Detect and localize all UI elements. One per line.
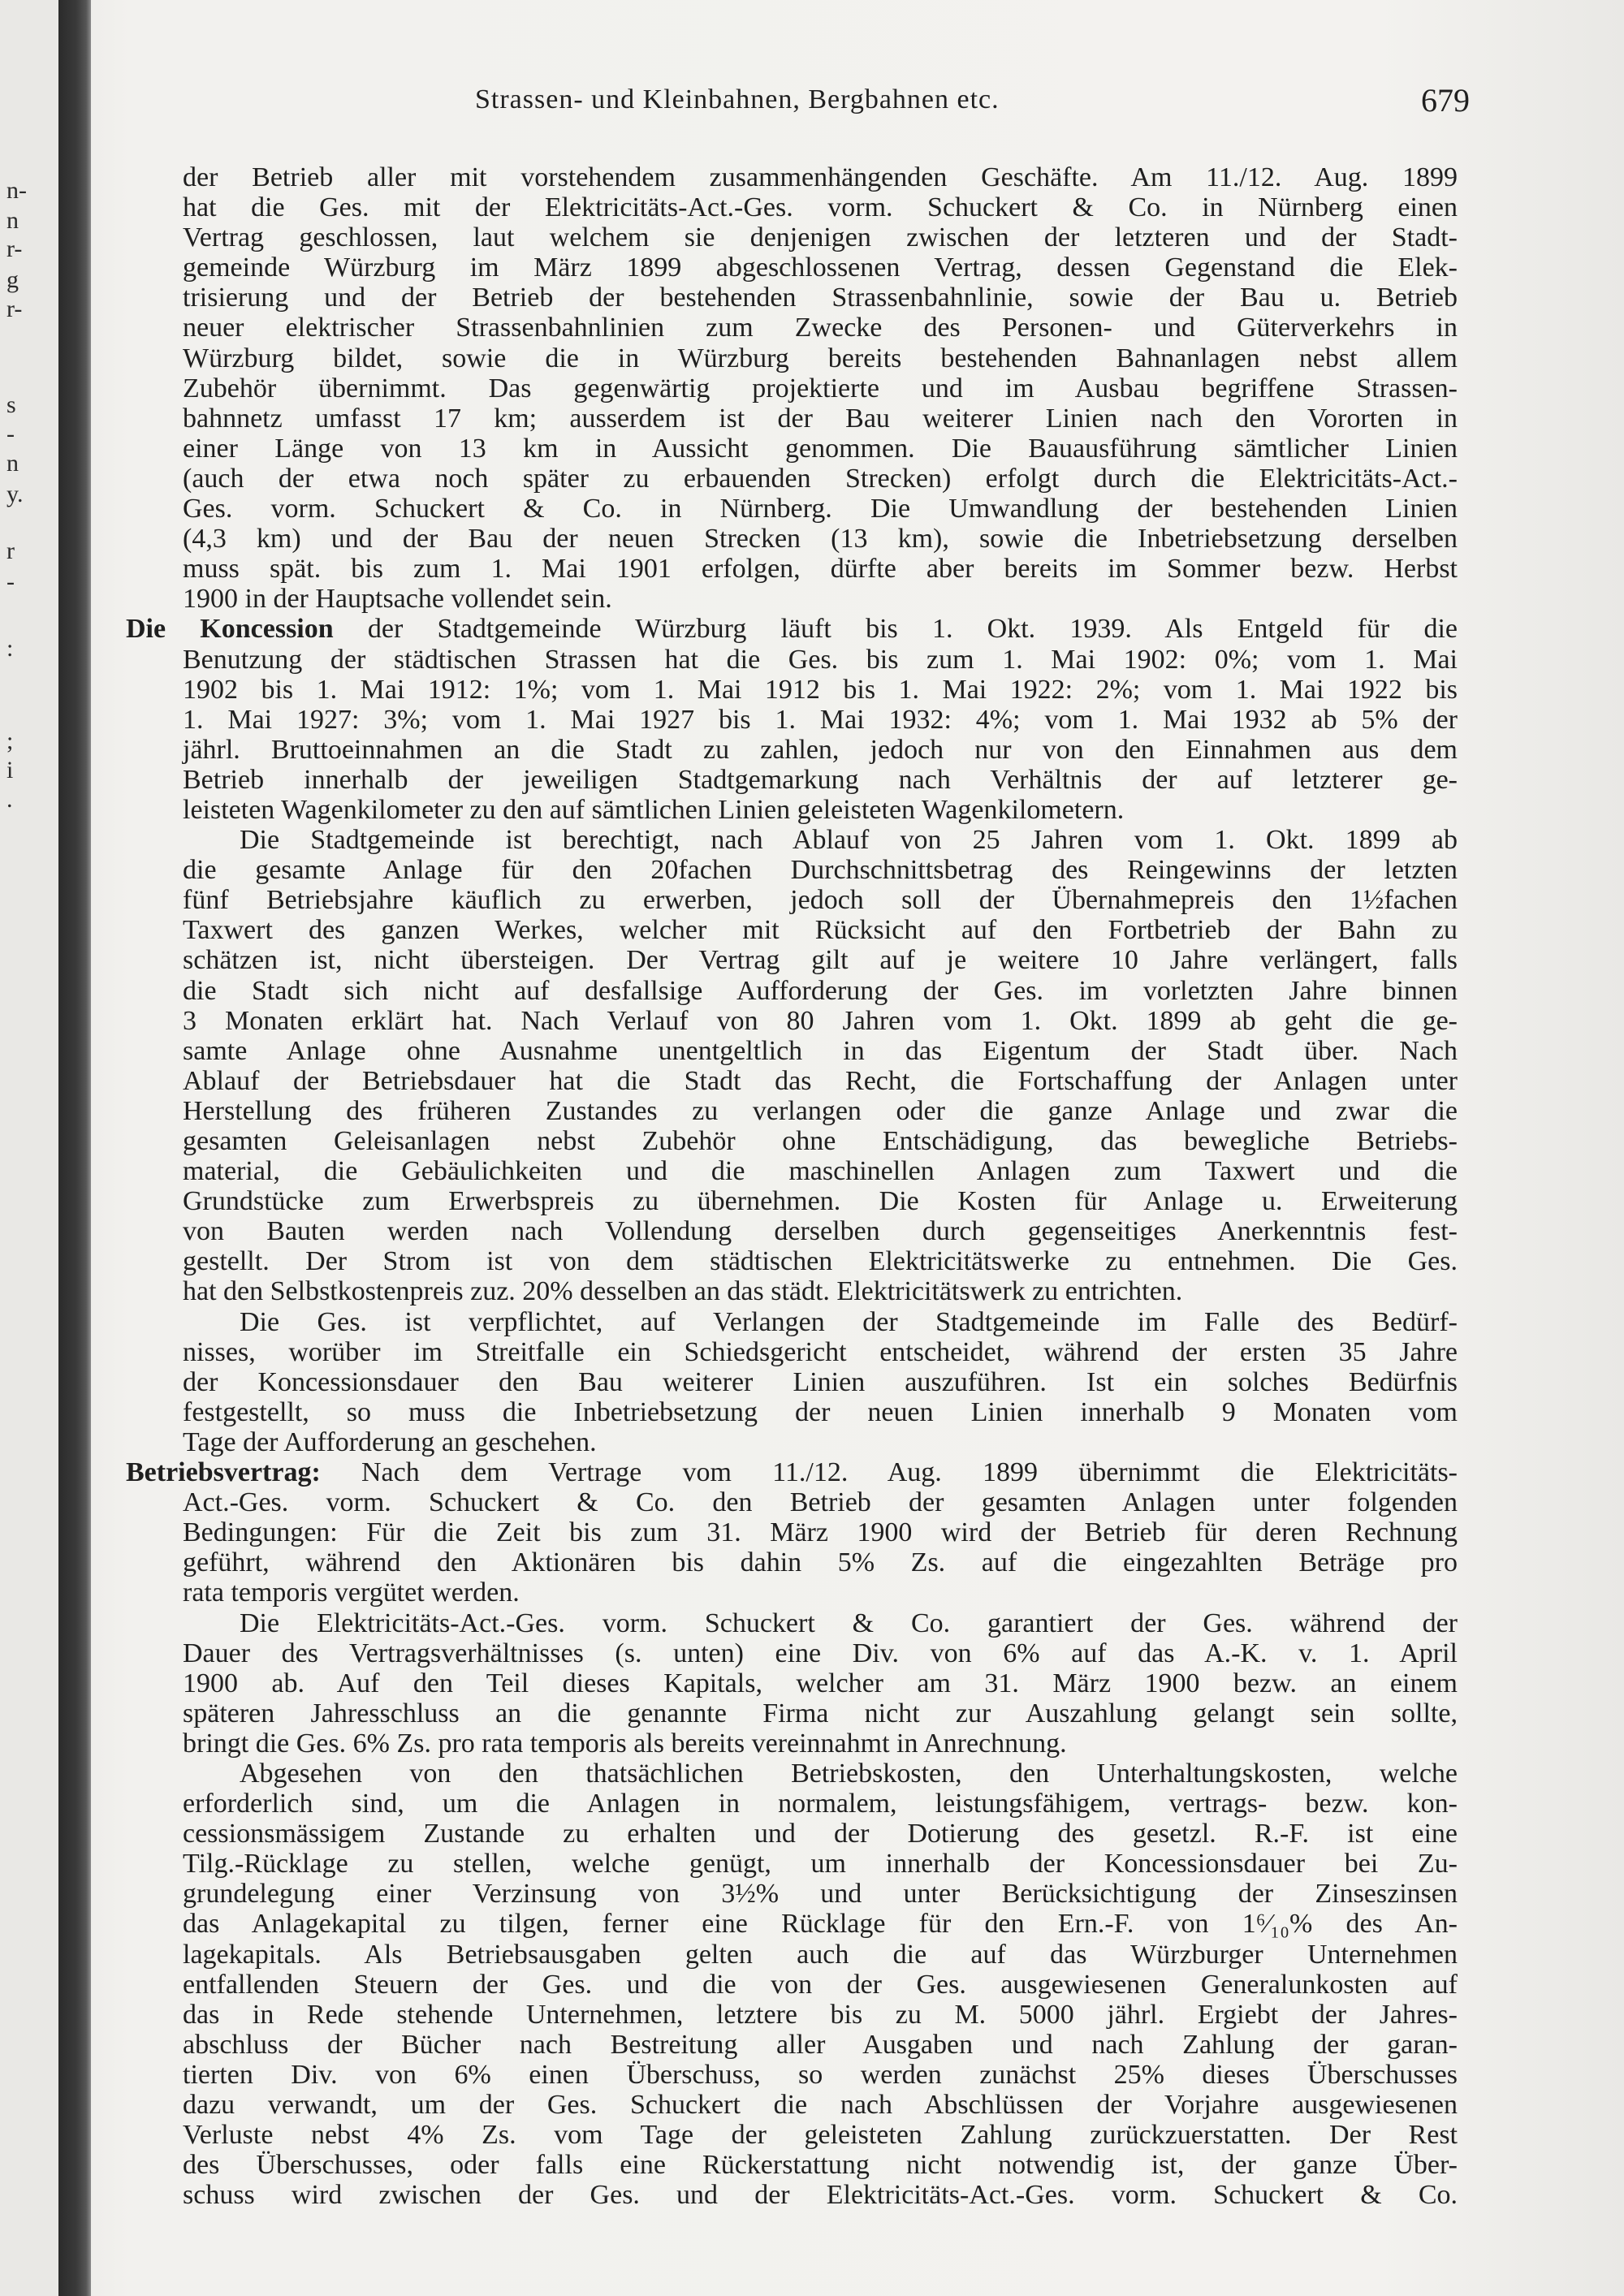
text-line — [183, 1728, 1458, 1759]
text-line — [183, 1577, 1458, 1608]
text-line — [183, 2060, 1458, 2090]
line-text: das Anlagekapital zu tilgen, ferner eine Rücklage für den Ern.-F. von 1⁶⁄₁₀% des An- — [183, 1909, 1458, 1940]
line-text: trisierung und der Betrieb der bestehenden Strassenbahnlinie, sowie der Bau u. Betrieb — [183, 283, 1458, 313]
line-text: samte Anlage ohne Ausnahme unentgeltlich in das Eigentum der Stadt über. Nach — [183, 1035, 1458, 1066]
line-text: Benutzung der städtischen Strassen hat die Ges. bis zum 1. Mai 1902: 0%; vom 1. Mai — [183, 644, 1458, 675]
text-line — [183, 976, 1458, 1006]
text-line — [183, 1066, 1458, 1096]
line-text: schätzen ist, nicht übersteigen. Der Vertrag gilt auf je weitere 10 Jahre verlängert, falls — [183, 945, 1458, 976]
text-line — [183, 1186, 1458, 1216]
text-line — [183, 885, 1458, 915]
text-line — [183, 2150, 1458, 2180]
text-line — [183, 1608, 1458, 1638]
margin-fragment: g — [6, 266, 19, 293]
text-line — [183, 1517, 1458, 1547]
line-text: Zubehör übernimmt. Das gegenwärtig projektierte und im Ausbau begriffene Strassen- — [183, 373, 1458, 404]
line-text: einer Länge von 13 km in Aussicht genommen. Die Bauausführung sämtlicher Linien — [183, 433, 1458, 464]
text-line — [183, 434, 1458, 464]
line-text: bahnnetz umfasst 17 km; ausserdem ist der Bau weiterer Linien nach den Vororten in — [183, 403, 1458, 434]
line-text: lagekapitals. Als Betriebsausgaben gelten auch die auf das Würzburger Unternehmen — [183, 1939, 1458, 1970]
text-line — [183, 855, 1458, 885]
margin-fragment: r- — [6, 296, 23, 322]
line-text: Würzburg bildet, sowie die in Würzburg bereits bestehenden Bahnanlagen nebst allem — [183, 343, 1458, 373]
line-text: des Überschusses, oder falls eine Rückerstattung nicht notwendig ist, der ganze Über- — [183, 2150, 1458, 2181]
line-text: festgestellt, so muss die Inbetriebsetzung der neuen Linien innerhalb 9 Monaten vom — [183, 1396, 1458, 1427]
text-line — [183, 404, 1458, 434]
margin-fragment: y. — [6, 481, 24, 507]
line-text: material, die Gebäulichkeiten und die maschinellen Anlagen zum Taxwert und die — [183, 1156, 1458, 1187]
book-binding-shadow — [58, 0, 91, 2296]
text-line — [183, 192, 1458, 222]
text-line — [183, 2090, 1458, 2120]
line-text: entfallenden Steuern der Ges. und die von der Ges. ausgewiesenen Generalunkosten auf — [183, 1969, 1458, 2000]
text-line — [183, 1276, 1458, 1306]
text-line — [183, 1397, 1458, 1427]
line-text: Abgesehen von den thatsächlichen Betriebskosten, den Unterhaltungskosten, welche — [240, 1758, 1458, 1789]
line-text: Tage der Aufforderung an geschehen. — [183, 1426, 597, 1457]
line-text: neuer elektrischer Strassenbahnlinien zum Zwecke des Personen- und Güterverkehrs in — [183, 313, 1458, 343]
text-line — [183, 765, 1458, 795]
previous-page-fragments — [0, 0, 58, 2296]
line-text: dazu verwandt, um der Ges. Schuckert die nach Abschlüssen der Vorjahre ausgewiesenen — [183, 2090, 1458, 2120]
line-text: geführt, während den Aktionären bis dahin 5% Zs. auf die eingezahlten Beträge pro — [183, 1547, 1458, 1578]
text-line — [183, 222, 1458, 252]
line-text: hat die Ges. mit der Elektricitäts-Act.-Ges. vorm. Schuckert & Co. in Nürnberg einen — [183, 192, 1458, 223]
text-line — [183, 1638, 1458, 1668]
line-text: abschluss der Bücher nach Bestreitung aller Ausgaben und nach Zahlung der garan- — [183, 2029, 1458, 2060]
text-line — [183, 825, 1458, 855]
line-text: schuss wird zwischen der Ges. und der Elektricitäts-Act.-Ges. vorm. Schuckert & Co. — [183, 2180, 1458, 2211]
text-line — [183, 2120, 1458, 2150]
margin-fragment: s — [6, 391, 16, 418]
text-line — [183, 1789, 1458, 1819]
text-line — [183, 1096, 1458, 1126]
margin-fragment: r — [6, 537, 15, 564]
text-line — [183, 1940, 1458, 1970]
text-line — [183, 524, 1458, 554]
text-line — [183, 2180, 1458, 2210]
line-text: erforderlich sind, um die Anlagen in normalem, leistungsfähigem, vertrags- bezw. kon- — [183, 1789, 1458, 1819]
text-line — [183, 1156, 1458, 1186]
text-line — [183, 343, 1458, 373]
text-line — [183, 1126, 1458, 1156]
line-text: das in Rede stehende Unternehmen, letztere bis zu M. 5000 jährl. Ergiebt der Jahres- — [183, 1999, 1458, 2030]
text-line — [183, 1216, 1458, 1246]
text-line — [183, 464, 1458, 494]
running-title: Strassen- und Kleinbahnen, Bergbahnen etc. — [475, 84, 1000, 114]
text-line — [183, 1879, 1458, 1909]
text-line — [183, 1819, 1458, 1849]
text-line — [183, 705, 1458, 735]
text-line — [183, 494, 1458, 524]
line-text: grundelegung einer Verzinsung von 3½% und unter Berücksichtigung der Zinseszinsen — [183, 1879, 1458, 1910]
margin-fragment: - — [6, 568, 15, 595]
text-line — [183, 584, 1458, 614]
text-line — [183, 1970, 1458, 2000]
page-number: 679 — [1421, 82, 1470, 119]
text-line — [183, 645, 1458, 675]
text-line — [183, 915, 1458, 945]
text-line — [183, 252, 1458, 283]
line-text: 1. Mai 1927: 3%; vom 1. Mai 1927 bis 1. Mai 1932: 4%; vom 1. Mai 1932 ab 5% der — [183, 704, 1458, 735]
text-line — [183, 1909, 1458, 1939]
line-text: Herstellung des früheren Zustandes zu verlangen oder die ganze Anlage und zwar die — [183, 1095, 1458, 1126]
line-text: (4,3 km) und der Bau der neuen Strecken (13 km), sowie die Inbetriebsetzung derselben — [183, 524, 1458, 555]
line-text: 1900 ab. Auf den Teil dieses Kapitals, welcher am 31. März 1900 bezw. an einem — [183, 1668, 1458, 1698]
text-line — [183, 1367, 1458, 1397]
text-line — [183, 554, 1458, 584]
line-text: bringt die Ges. 6% Zs. pro rata temporis als bereits vereinnahmt in Anrechnung. — [183, 1728, 1067, 1759]
section-keyword: Betriebsvertrag: — [126, 1457, 321, 1488]
text-line — [183, 2000, 1458, 2030]
line-text: Ablauf der Betriebsdauer hat die Stadt das Recht, die Fortschaffung der Anlagen unter — [183, 1065, 1458, 1096]
text-line — [183, 1246, 1458, 1276]
line-text: Vertrag geschlossen, laut welchem sie denjenigen zwischen der letzteren und der Stadt- — [183, 222, 1458, 253]
line-text: rata temporis vergütet werden. — [183, 1577, 520, 1608]
text-line — [183, 1487, 1458, 1517]
text-line — [183, 2030, 1458, 2060]
line-text: Die Elektricitäts-Act.-Ges. vorm. Schuckert & Co. garantiert der Ges. während der — [240, 1608, 1458, 1638]
line-text: Act.-Ges. vorm. Schuckert & Co. den Betrieb der gesamten Anlagen unter folgenden — [183, 1487, 1458, 1518]
text-line — [183, 1668, 1458, 1698]
line-text: hat den Selbstkostenpreis zuz. 20% desselben an das städt. Elektricitätswerk zu entrichten. — [183, 1276, 1183, 1307]
margin-fragment: ; — [6, 727, 14, 754]
text-line — [183, 1547, 1458, 1577]
line-text: 3 Monaten erklärt hat. Nach Verlauf von 80 Jahren vom 1. Okt. 1899 ab geht die ge- — [183, 1005, 1458, 1036]
line-text: gesamten Geleisanlagen nebst Zubehör ohne Entschädigung, das bewegliche Betriebs- — [183, 1126, 1458, 1156]
line-text: jährl. Bruttoeinnahmen an die Stadt zu zahlen, jedoch nur von den Einnahmen aus dem — [183, 734, 1458, 765]
line-text: Die Stadtgemeinde ist berechtigt, nach Ablauf von 25 Jahren vom 1. Okt. 1899 ab — [240, 825, 1458, 856]
line-text: Betrieb innerhalb der jeweiligen Stadtgemarkung nach Verhältnis der auf letzterer ge- — [183, 764, 1458, 795]
margin-fragment: n- — [6, 177, 27, 204]
text-line — [183, 283, 1458, 313]
line-text: der Koncessionsdauer den Bau weiterer Linien auszuführen. Ist ein solches Bedürfnis — [183, 1366, 1458, 1397]
line-text: Bedingungen: Für die Zeit bis zum 31. März 1900 wird der Betrieb für deren Rechnung — [183, 1517, 1458, 1548]
text-line — [183, 1337, 1458, 1367]
text-line — [183, 1849, 1458, 1879]
line-text: Ges. vorm. Schuckert & Co. in Nürnberg. Die Umwandlung der bestehenden Linien — [183, 494, 1458, 524]
line-text: fünf Betriebsjahre käuflich zu erwerben, jedoch soll der Übernahmepreis den 1½fachen — [183, 885, 1458, 916]
text-line — [183, 1427, 1458, 1457]
text-line — [183, 1307, 1458, 1337]
margin-fragment: - — [6, 421, 15, 447]
line-text: die Stadt sich nicht auf desfallsige Aufforderung der Ges. im vorletzten Jahre binnen — [183, 975, 1458, 1006]
line-text: Nach dem Vertrage vom 11./12. Aug. 1899 übernimmt die Elektricitäts- — [320, 1457, 1458, 1488]
line-text: cessionsmässigem Zustande zu erhalten und der Dotierung des gesetzl. R.-F. ist eine — [183, 1819, 1458, 1849]
text-line — [126, 614, 1458, 644]
text-line — [183, 735, 1458, 765]
line-text: Dauer des Vertragsverhältnisses (s. unten) eine Div. von 6% auf das A.-K. v. 1. April — [183, 1638, 1458, 1668]
line-text: der Betrieb aller mit vorstehendem zusammenhängenden Geschäfte. Am 11./12. Aug. 1899 — [183, 162, 1458, 192]
line-text: (auch der etwa noch später zu erbauenden Strecken) erfolgt durch die Elektricitäts-Act.- — [183, 463, 1458, 494]
margin-fragment: r- — [6, 235, 23, 262]
margin-fragment: . — [6, 786, 13, 813]
body-text — [126, 162, 1458, 2210]
text-line — [183, 313, 1458, 343]
line-text: von Bauten werden nach Vollendung derselben durch gegenseitiges Anerkenntnis fest- — [183, 1216, 1458, 1247]
text-line — [183, 162, 1458, 192]
text-line — [183, 1006, 1458, 1036]
text-line — [183, 675, 1458, 705]
text-line — [183, 945, 1458, 975]
text-line — [183, 373, 1458, 404]
line-text: gemeinde Würzburg im März 1899 abgeschlossenen Vertrag, dessen Gegenstand die Elek- — [183, 252, 1458, 283]
line-text: Verluste nebst 4% Zs. vom Tage der geleisteten Zahlung zurückzuerstatten. Der Rest — [183, 2120, 1458, 2151]
line-text: gestellt. Der Strom ist von dem städtischen Elektricitätswerke zu entnehmen. Die Ges. — [183, 1246, 1458, 1277]
text-line — [183, 1759, 1458, 1789]
text-line — [183, 1036, 1458, 1066]
margin-fragment: n — [6, 450, 19, 477]
line-text: späteren Jahresschluss an die genannte Firma nicht zur Auszahlung gelangt sein sollte, — [183, 1698, 1458, 1728]
line-text: Taxwert des ganzen Werkes, welcher mit Rücksicht auf den Fortbetrieb der Bahn zu — [183, 915, 1458, 946]
line-text: Tilg.-Rücklage zu stellen, welche genügt, um innerhalb der Koncessionsdauer bei Zu- — [183, 1849, 1458, 1880]
line-text: Die Ges. ist verpflichtet, auf Verlangen der Stadtgemeinde im Falle des Bedürf- — [240, 1306, 1458, 1337]
line-text: Grundstücke zum Erwerbspreis zu übernehmen. Die Kosten für Anlage u. Erweiterung — [183, 1186, 1458, 1217]
margin-fragment: : — [6, 635, 14, 662]
text-line — [183, 795, 1458, 825]
page-header — [179, 84, 1470, 125]
line-text: 1902 bis 1. Mai 1912: 1%; vom 1. Mai 1912 bis 1. Mai 1922: 2%; vom 1. Mai 1922 bis — [183, 674, 1458, 705]
line-text: 1900 in der Hauptsache vollendet sein. — [183, 584, 612, 615]
line-text: die gesamte Anlage für den 20fachen Durchschnittsbetrag des Reingewinns der letzten — [183, 855, 1458, 886]
margin-fragment: i — [6, 757, 14, 783]
text-line — [126, 1457, 1458, 1487]
text-line — [183, 1698, 1458, 1728]
line-text: nisses, worüber im Streitfalle ein Schiedsgericht entscheidet, während der ersten 35 Jahre — [183, 1336, 1458, 1367]
line-text: leisteten Wagenkilometer zu den auf sämtlichen Linien geleisteten Wagenkilometern. — [183, 794, 1125, 825]
section-keyword: Die Koncession — [126, 614, 334, 645]
margin-fragment: n — [6, 207, 19, 234]
line-text: tierten Div. von 6% einen Überschuss, so werden zunächst 25% dieses Überschusses — [183, 2059, 1458, 2090]
line-text: muss spät. bis zum 1. Mai 1901 erfolgen, dürfte aber bereits im Sommer bezw. Herbst — [183, 554, 1458, 585]
line-text: der Stadtgemeinde Würzburg läuft bis 1. Okt. 1939. Als Entgeld für die — [333, 614, 1458, 645]
